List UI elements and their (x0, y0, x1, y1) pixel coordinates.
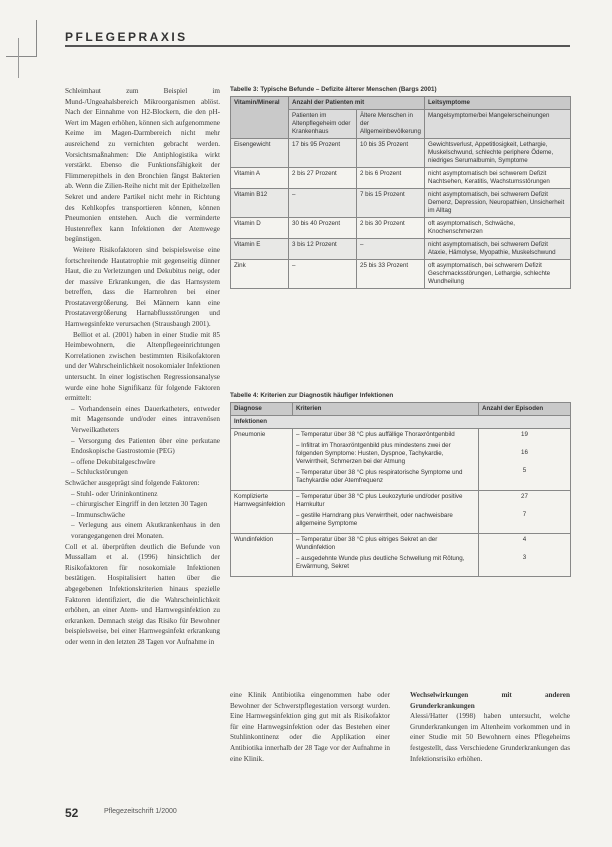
column-subheader: Mangelsymptome/bei Mangelerscheinungen (425, 110, 571, 139)
table-row (231, 168, 571, 189)
table-cell: 25 bis 33 Prozent (357, 260, 425, 289)
paragraph: Alessi/Hatter (1998) haben untersucht, welche Grunderkrankungen im Altenheim vorkommen und in einer Studie mit 50 Bewohnern eines Pflegeheims festgestellt, dass Verschiedene Grunderkrankungen das Infektionsrisiko erhöhen. (410, 712, 570, 763)
table-cell: nicht asymptomatisch, bei schwerem Defizit Demenz, Depression, Neuropathien, Unsicherheit im Alltag (425, 189, 571, 218)
criterion: – ausgedehnte Wunde plus deutliche Schwellung mit Rötung, Erwärmung, Sekret (296, 555, 465, 570)
criterion: – Infiltrat im Thoraxröntgenbild plus mindestens zwei der folgenden Symptome: Husten, Dyspnoe, Tachykardie, Verwirrtheit, Schmerzen bei der Atmung (296, 442, 451, 465)
table-1-block (230, 86, 570, 289)
table-title: Tabelle 3: Typische Befunde – Defizite älterer Menschen (Bargs 2001) (230, 86, 437, 93)
column-header: Diagnose (231, 403, 293, 416)
risk-factor: – chirurgischer Eingriff in den letzten 30 Tagen (71, 500, 208, 509)
diagnosis-cell: Komplizierte Harnwegsinfektion (231, 491, 293, 534)
middle-column-text: eine Klinik Antibiotika eingenommen habe oder Bewohner der Schwerstpflegestation versorgt wurden. Eine Harnwegsinfektion ging gut mit als Risikofaktor für eine Harnwegsinfektion oder das Bestehen einer Stuhlinkontinenz oder die Applikation einer Antibiotika innerhalb der 28 Tage vor der Aufnahme in eine Klinik. (230, 691, 390, 763)
criterion: – Temperatur über 38 °C plus eitriges Sekret an der Wundinfektion (296, 536, 438, 551)
table-cell: Zink (231, 260, 289, 289)
table-row (231, 534, 571, 577)
left-column (65, 86, 220, 786)
episode-count: 5 (522, 467, 527, 474)
table-section-label: Infektionen (231, 416, 571, 429)
table-2-block (230, 392, 570, 577)
table-cell: 10 bis 35 Prozent (357, 139, 425, 168)
episode-count-cell (479, 491, 571, 534)
page-corner-mark (6, 20, 37, 57)
table-cell: oft asymptomatisch, Schwäche, Knochenschmerzen (425, 218, 571, 239)
paragraph: Coll et al. überprüften deutlich die Befunde von Mussallam et al. (1996) hinsichtlich der Risikofaktoren für nosokomiale Infektionen bestätigen. Hospitalisiert hatten über die abgegebenen Infektionskriterien hinaus spezielle Faktoren identifiziert, die die Wahrscheinlichkeit erhöhen, an einer Atem- und Harnwegsinfektion zu erkranken. Demnach steigt das Risiko für Bewohner beispielsweise, bei einer Harnwegsinfekt erkrankung oder wenn in den letzten 28 Tagen vor Aufnahme in (65, 542, 220, 646)
column-subheader: Patienten im Altenpflegeheim oder Krankenhaus (289, 110, 357, 139)
column-subheader: Ältere Menschen in der Allgemeinbevölkerung (357, 110, 425, 139)
table-cell: Eisengewicht (231, 139, 289, 168)
column-header: Anzahl der Episoden (479, 403, 571, 416)
episode-count: 27 (521, 493, 528, 500)
table-row (231, 491, 571, 534)
infection-criteria-table (230, 402, 571, 577)
table-cell: Vitamin D (231, 218, 289, 239)
risk-factor: – Schluckstörungen (71, 468, 128, 477)
paragraph: Schwächer ausgeprägt sind folgende Faktoren: (65, 478, 200, 487)
column-header: Vitamin/Mineral (231, 97, 289, 139)
episode-count: 7 (522, 511, 527, 518)
episode-count: 19 (521, 431, 528, 438)
risk-factor: – Stuhl- oder Urininkontinenz (71, 489, 158, 498)
table-title: Tabelle 4: Kriterien zur Diagnostik häufiger Infektionen (230, 392, 394, 399)
table-cell: 7 bis 15 Prozent (357, 189, 425, 218)
section-title: PFLEGEPRAXIS (65, 30, 188, 44)
episode-count-cell (479, 534, 571, 577)
criterion: – Temperatur über 38 °C plus respiratorische Symptome und Tachykardie oder Atemfrequenz (296, 469, 463, 484)
paragraph: Belliot et al. (2001) haben in einer Studie mit 85 Heimbewohnern, die Altenpflegeeinrichtungen Korrelationen zwischen bestimmten Risikofaktoren und der Wahrscheinlichkeit nosokomialer Infektionen untersucht. In einer logistischen Regressionsanalyse wurde eine hohe Signifikanz für folgende Faktoren ermittelt: (65, 330, 220, 403)
criteria-cell (293, 491, 479, 534)
risk-factor: – Verlegung aus einem Akutkrankenhaus in den vorangegangenen drei Monaten. (71, 521, 220, 540)
risk-factor: – Versorgung des Patienten über eine perkutane Endoskopische Gastrostomie (PEG) (71, 436, 220, 456)
episode-count: 3 (522, 554, 527, 561)
table-row (231, 429, 571, 491)
paragraph: Weitere Risikofaktoren sind beispielsweise eine fortschreitende Hautatrophie mit gegenseitig dünner Haut, die zu Verletzungen und Dekubitus neigt, oder der massive Erkrankungen, die das Harnsystem betreffen, dass die Harnrohren bei einer Prostatavergrößerung. Bei Männern kann eine Prostatavergrößerung Harnabflussstörungen und Harnwegsinfekte verursachen (Strausbaugh 2001). (65, 245, 220, 329)
table-cell: oft asymptomatisch, bei schwerem Defizit Geschmacksstörungen, Lethargie, schlechte Wundheilung (425, 260, 571, 289)
table-cell: Vitamin B12 (231, 189, 289, 218)
table-cell: Gewichtsverlust, Appetitlosigkeit, Lethargie, Muskelschwund, schlechte periphere Ödeme, niedriges Serumalbumin, Symptome (425, 139, 571, 168)
episode-count: 16 (521, 449, 528, 456)
diagnosis-cell: Pneumonie (231, 429, 293, 491)
table-row (231, 260, 571, 289)
risk-factor: – Immunschwäche (71, 510, 126, 519)
subsection-heading: Wechselwirkungen mit anderen Grunderkrankungen (410, 691, 570, 710)
table-cell: – (289, 260, 357, 289)
criterion: – gestille Harndrang plus Verwirrtheit, oder nachweisbare allgemeine Symptome (296, 512, 453, 527)
table-cell: Vitamin E (231, 239, 289, 260)
episode-count: 4 (522, 536, 527, 543)
column-header: Leitsymptome (425, 97, 571, 110)
episode-count-cell (479, 429, 571, 491)
table-row (231, 189, 571, 218)
risk-factor: – Vorhandensein eines Dauerkatheters, entweder mit Magensonde und/oder eines intravenösen Verweilkatheters (71, 404, 220, 434)
diagnosis-cell: Wundinfektion (231, 534, 293, 577)
risk-factor: – offene Dekubitalgeschwüre (71, 457, 156, 466)
table-cell: 2 bis 30 Prozent (357, 218, 425, 239)
criterion: – Temperatur über 38 °C plus Leukozyturie und/oder positive Harnkultur (296, 493, 463, 508)
table-cell: – (289, 189, 357, 218)
table-row (231, 239, 571, 260)
table-cell: Vitamin A (231, 168, 289, 189)
table-row (231, 139, 571, 168)
right-column (410, 690, 570, 790)
table-cell: 17 bis 95 Prozent (289, 139, 357, 168)
table-cell: 30 bis 40 Prozent (289, 218, 357, 239)
deficiency-table (230, 96, 571, 289)
criteria-cell (293, 534, 479, 577)
criterion: – Temperatur über 38 °C plus auffällige Thoraxröntgenbild (296, 431, 455, 438)
table-cell: nicht asymptomatisch, bei schwerem Defizit Ataxie, Hämolyse, Myopathie, Muskelschwund (425, 239, 571, 260)
column-header: Kriterien (293, 403, 479, 416)
table-cell: 2 bis 27 Prozent (289, 168, 357, 189)
table-cell: nicht asymptomatisch bei schwerem Defizit Nachtsehen, Keratitis, Wachstumsstörungen (425, 168, 571, 189)
margin-rule (18, 38, 19, 78)
header-divider (65, 45, 570, 47)
table-cell: 3 bis 12 Prozent (289, 239, 357, 260)
table-row (231, 218, 571, 239)
journal-reference: Pflegezeitschrift 1/2000 (104, 808, 177, 815)
table-cell: 2 bis 6 Prozent (357, 168, 425, 189)
paragraph: Schleimhaut zum Beispiel im Mund-/Ungeahalsbereich Mikroorganismen ablöst. Nach der Einnahme von H2-Blockern, die den pH-Wert im Magen erhöhen, können sich aufgenommene Keime im Magen-Darmbereich nicht mehr ausreichend zu vernichten gebracht werden. Vorsichtsmaßnahmen: Die Antiphlogistika wirkt verstärkt. Ebenso die Funktionsfähigkeit der Flimmerepithels in den Bronchien fängst Bakterien ab. Wenn die Zilien-Reihe nicht mit der Epithelzellen Sekret und andere Partikel nicht mehr in Richtung des Kehlkopfes transportieren können, können Pneumonien entstehen. Auch die verminderte Hustenreflex kann Infektionen der Atemwege begünstigen. (65, 87, 220, 244)
column-header: Anzahl der Patienten mit (289, 97, 425, 110)
criteria-cell (293, 429, 479, 491)
page-number: 52 (65, 806, 79, 820)
table-cell: – (357, 239, 425, 260)
